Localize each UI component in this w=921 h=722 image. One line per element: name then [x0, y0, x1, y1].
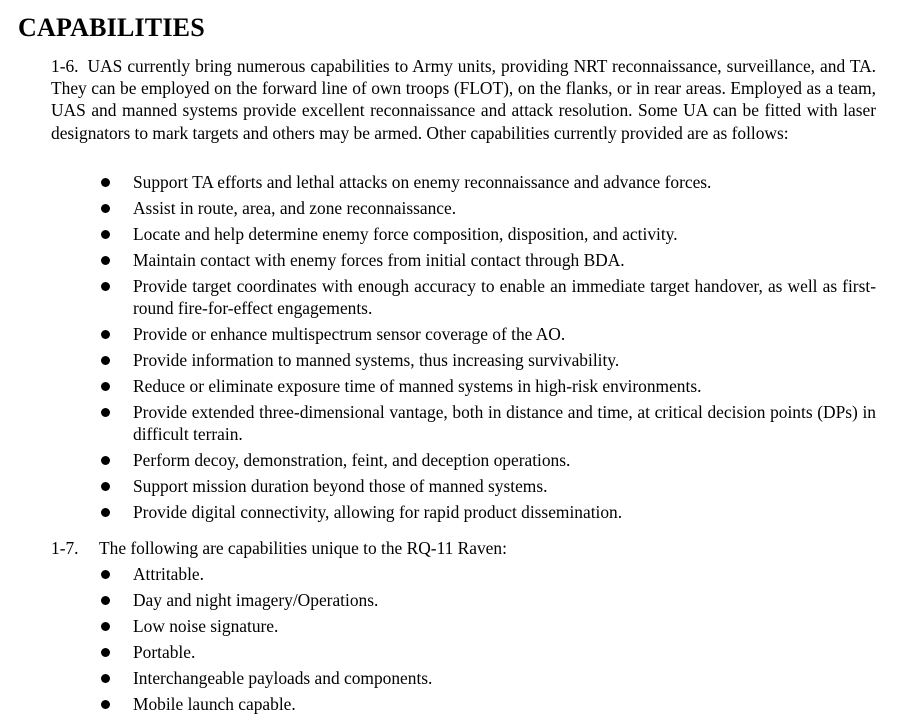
list-item-text: Provide target coordinates with enough accuracy to enable an immediate target handover, as well as first-round fire-for-effect engagements.	[133, 276, 876, 319]
list-item-text: Maintain contact with enemy forces from initial contact through BDA.	[133, 250, 625, 270]
bullet-icon	[101, 700, 110, 709]
list-item	[0, 249, 876, 271]
list-item	[0, 563, 876, 585]
list-item-text: Attritable.	[133, 564, 204, 584]
bullet-icon	[101, 674, 110, 683]
bullet-icon	[101, 330, 110, 339]
list-item	[0, 641, 876, 663]
bullet-icon	[101, 622, 110, 631]
bullet-icon	[101, 596, 110, 605]
list-item	[0, 501, 876, 523]
list-item	[0, 171, 876, 193]
bullet-icon	[101, 408, 110, 417]
list-item-text: Provide extended three-dimensional vantage, both in distance and time, at critical decision points (DPs) in difficult terrain.	[133, 402, 876, 445]
list-item	[0, 197, 876, 219]
bullet-icon	[101, 178, 110, 187]
bullet-icon	[101, 282, 110, 291]
list-item	[0, 323, 876, 345]
list-item-text: Assist in route, area, and zone reconnaissance.	[133, 198, 457, 218]
bullet-icon	[101, 382, 110, 391]
list-item	[0, 475, 876, 497]
list-item-text: Portable.	[133, 642, 196, 662]
bullet-icon	[101, 570, 110, 579]
paragraph-number: 1-7.	[51, 538, 79, 558]
list-item-text: Provide digital connectivity, allowing for rapid product dissemination.	[133, 502, 623, 523]
list-item	[0, 401, 876, 445]
raven-capabilities-list	[0, 563, 921, 719]
bullet-icon	[101, 482, 110, 491]
list-item	[0, 589, 876, 611]
bullet-icon	[101, 256, 110, 265]
list-item-text: Perform decoy, demonstration, feint, and deception operations.	[133, 450, 571, 471]
list-item-text: Locate and help determine enemy force composition, disposition, and activity.	[133, 224, 678, 244]
list-item	[0, 449, 876, 471]
list-item	[0, 693, 876, 715]
paragraph-1-6	[51, 55, 876, 144]
bullet-icon	[101, 356, 110, 365]
bullet-icon	[101, 508, 110, 517]
capabilities-list	[0, 171, 921, 527]
bullet-icon	[101, 230, 110, 239]
list-item-text: Support TA efforts and lethal attacks on enemy reconnaissance and advance forces.	[133, 172, 712, 192]
list-item	[0, 223, 876, 245]
list-item	[0, 349, 876, 371]
list-item-text: Provide or enhance multispectrum sensor coverage of the AO.	[133, 324, 566, 345]
paragraph-text: UAS currently bring numerous capabilities to Army units, providing NRT reconnaissance, surveillance, and TA. They can be employed on the forward line of own troops (FLOT), on the flanks, or in rear areas. Employed as a team, UAS and manned systems provide excellent reconnaissance and attack resolution. Some UA can be fitted with laser designators to mark targets and others may be armed. Other capabilities currently provided are as follows:	[51, 56, 876, 143]
list-item	[0, 375, 876, 397]
list-item	[0, 615, 876, 637]
list-item-text: Support mission duration beyond those of manned systems.	[133, 476, 548, 497]
list-item	[0, 275, 876, 319]
list-item-text: Interchangeable payloads and components.	[133, 668, 433, 688]
list-item	[0, 667, 876, 689]
bullet-icon	[101, 648, 110, 657]
section-heading: CAPABILITIES	[18, 13, 205, 42]
list-item-text: Day and night imagery/Operations.	[133, 590, 379, 610]
bullet-icon	[101, 456, 110, 465]
list-item-text: Mobile launch capable.	[133, 694, 296, 714]
paragraph-number: 1-6.	[51, 56, 79, 76]
paragraph-1-7	[51, 537, 507, 559]
bullet-icon	[101, 204, 110, 213]
list-item-text: Low noise signature.	[133, 616, 279, 636]
paragraph-text: The following are capabilities unique to the RQ-11 Raven:	[99, 538, 507, 558]
list-item-text: Provide information to manned systems, thus increasing survivability.	[133, 350, 620, 371]
list-item-text: Reduce or eliminate exposure time of manned systems in high-risk environments.	[133, 376, 702, 397]
